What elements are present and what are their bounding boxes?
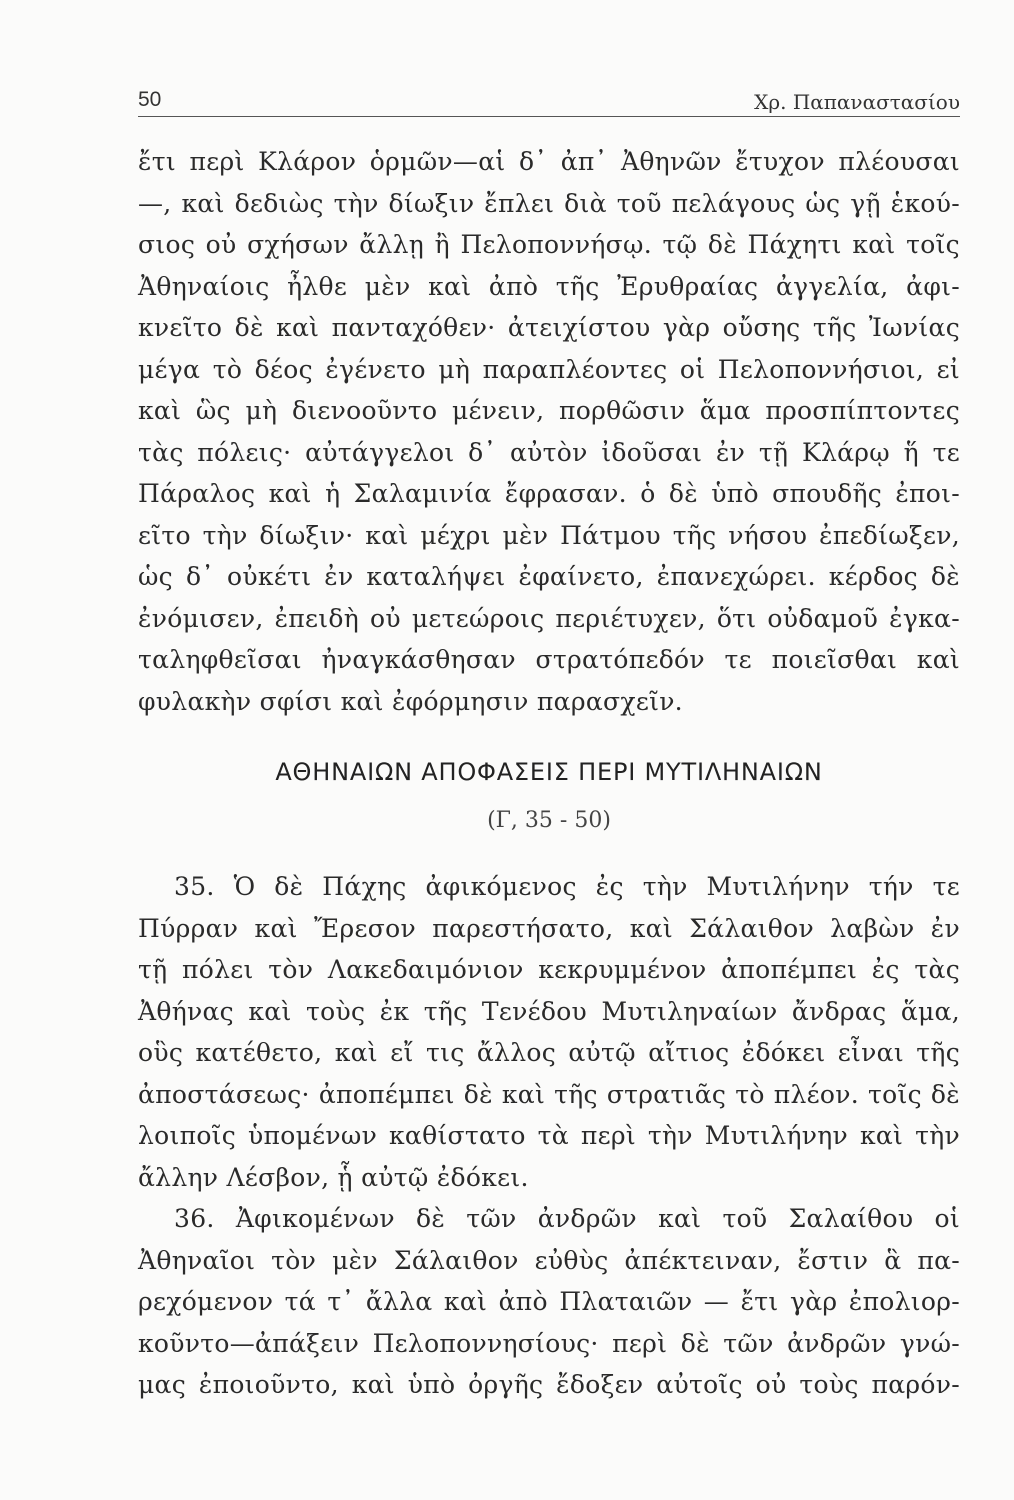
chapter-36 xyxy=(138,1198,960,1406)
text-line: μέγα τὸ δέος ἐγένετο μὴ παραπλέοντες οἱ Πελοποννήσιοι, εἰ xyxy=(138,354,960,384)
text-line: Ἀθήνας καὶ τοὺς ἐκ τῆς Τενέδου Μυτιληναίων ἄνδρας ἅμα, xyxy=(138,996,960,1026)
text-line: Πάραλος καὶ ἡ Σαλαμινία ἔφρασαν. ὁ δὲ ὑπὸ σπουδῆς ἐποι- xyxy=(138,479,960,508)
text-line: οὓς κατέθετο, καὶ εἴ τις ἄλλος αὐτῷ αἴτιος ἐδόκει εἶναι τῆς xyxy=(138,1038,960,1067)
text-line: Πύρραν καὶ Ἔρεσον παρεστήσατο, καὶ Σάλαιθον λαβὼν ἐν xyxy=(138,913,960,943)
section-reference: (Γ, 35 - 50) xyxy=(487,808,611,833)
page-header xyxy=(138,88,960,117)
text-line: ρεχόμενον τά τ᾽ ἄλλα καὶ ἀπὸ Πλαταιῶν — ἔτι γὰρ ἐπολιορ- xyxy=(138,1287,960,1316)
running-head: Χρ. Παπαναστασίου xyxy=(754,90,960,114)
text-line: ἐνόμισεν, ἐπειδὴ οὐ μετεώροις περιέτυχεν, ὅτι οὐδαμοῦ ἐγκα- xyxy=(138,603,960,633)
text-line: φυλακὴν σφίσι καὶ ἐφόρμησιν παρασχεῖν. xyxy=(138,686,683,716)
text-line: ἄλλην Λέσβον, ᾗ αὐτῷ ἐδόκει. xyxy=(138,1162,529,1192)
chapter-35 xyxy=(138,866,960,1198)
text-line: ἀποστάσεως· ἀποπέμπει δὲ καὶ τῆς στρατιᾶς τὸ πλέον. τοῖς δὲ xyxy=(138,1079,960,1109)
text-line: —, καὶ δεδιὼς τὴν δίωξιν ἔπλει διὰ τοῦ πελάγους ὡς γῇ ἑκού- xyxy=(138,188,960,218)
section-title: ΑΘΗΝΑΙΩΝ ΑΠΟΦΑΣΕΙΣ ΠΕΡΙ ΜΥΤΙΛΗΝΑΙΩΝ xyxy=(275,758,823,786)
text-line: λοιποῖς ὑπομένων καθίστατο τὰ περὶ τὴν Μυτιλήνην καὶ τὴν xyxy=(138,1121,960,1150)
text-line: καὶ ὣς μὴ διενοοῦντο μένειν, πορθῶσιν ἅμα προσπίπτοντες xyxy=(138,396,960,425)
text-line: Ἀθηναῖοι τὸν μὲν Σάλαιθον εὐθὺς ἀπέκτειναν, ἔστιν ἃ πα- xyxy=(138,1245,960,1275)
text-line: ἔτι περὶ Κλάρον ὁρμῶν—αἱ δ᾽ ἀπ᾽ Ἀθηνῶν ἔτυχον πλέουσαι xyxy=(138,147,960,176)
text-line: τῇ πόλει τὸν Λακεδαιμόνιον κεκρυμμένον ἀποπέμπει ἐς τὰς xyxy=(138,955,960,984)
text-line: ταληφθεῖσαι ἠναγκάσθησαν στρατόπεδόν τε ποιεῖσθαι καὶ xyxy=(138,645,960,674)
text-line: μας ἐποιοῦντο, καὶ ὑπὸ ὀργῆς ἔδοξεν αὐτοῖς οὐ τοὺς παρόν- xyxy=(138,1370,960,1399)
page-number: 50 xyxy=(138,88,162,111)
text-line: σιος οὐ σχήσων ἄλλῃ ἢ Πελοποννήσῳ. τῷ δὲ Πάχητι καὶ τοῖς xyxy=(138,230,960,259)
text-line: κοῦντο—ἀπάξειν Πελοποννησίους· περὶ δὲ τῶν ἀνδρῶν γνώ- xyxy=(138,1328,960,1358)
text-line: 35. Ὁ δὲ Πάχης ἀφικόμενος ἐς τὴν Μυτιλήνην τήν τε xyxy=(174,872,960,901)
text-line: τὰς πόλεις· αὐτάγγελοι δ᾽ αὐτὸν ἰδοῦσαι ἐν τῇ Κλάρῳ ἥ τε xyxy=(138,437,960,467)
paragraph-top xyxy=(138,141,960,722)
text-line: ὡς δ᾽ οὐκέτι ἐν καταλήψει ἐφαίνετο, ἐπανεχώρει. κέρδος δὲ xyxy=(138,562,960,591)
text-line: 36. Ἀφικομένων δὲ τῶν ἀνδρῶν καὶ τοῦ Σαλαίθου οἱ xyxy=(174,1204,960,1233)
text-line: εῖτο τὴν δίωξιν· καὶ μέχρι μὲν Πάτμου τῆς νήσου ἐπεδίωξεν, xyxy=(138,520,960,550)
text-line: κνεῖτο δὲ καὶ πανταχόθεν· ἀτειχίστου γὰρ οὔσης τῆς Ἰωνίας xyxy=(138,313,960,342)
text-line: Ἀθηναίοις ἦλθε μὲν καὶ ἀπὸ τῆς Ἐρυθραίας ἀγγελία, ἀφι- xyxy=(138,271,960,301)
